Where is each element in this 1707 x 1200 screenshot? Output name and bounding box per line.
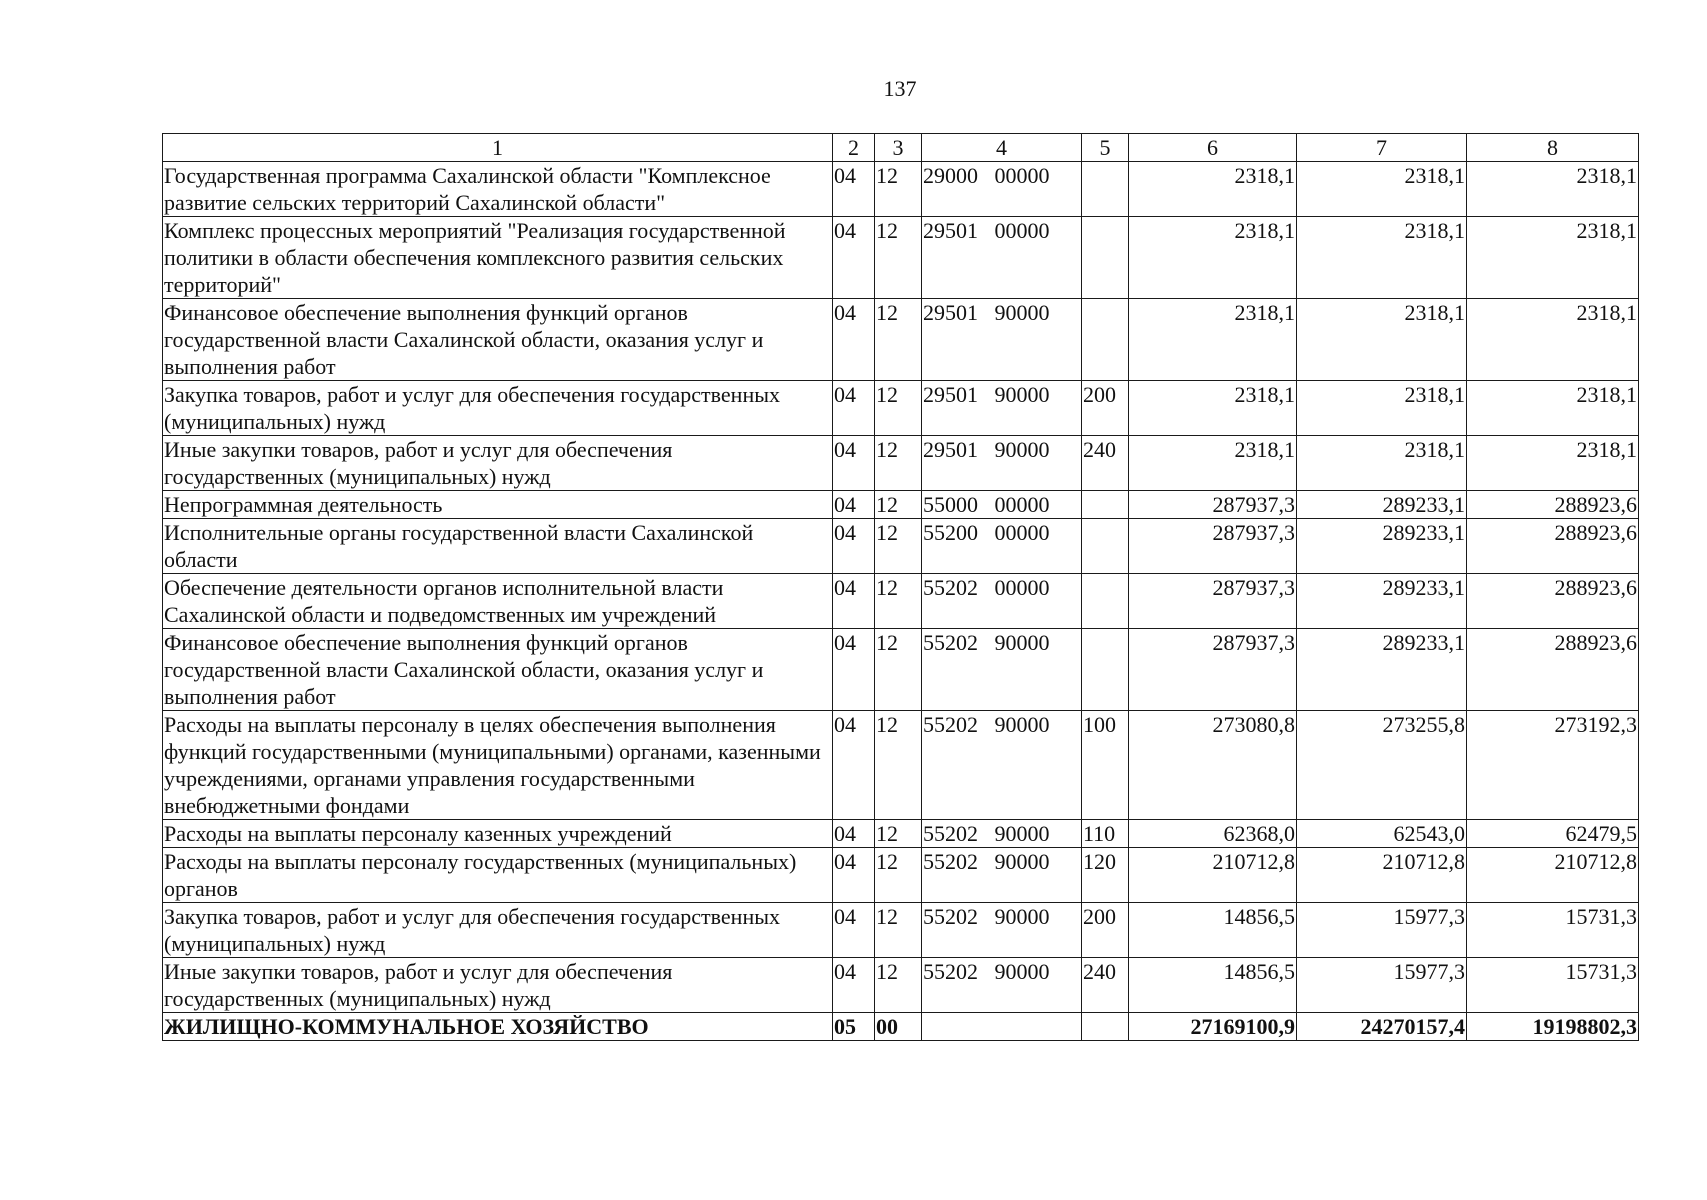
amount-year-3: 15731,3 xyxy=(1467,903,1639,958)
item-name: Государственная программа Сахалинской области "Комплексное развитие сельских территорий Сахалинской области" xyxy=(163,162,833,217)
amount-year-1: 287937,3 xyxy=(1129,519,1297,574)
subsection-code: 12 xyxy=(875,820,922,848)
amount-year-1: 210712,8 xyxy=(1129,848,1297,903)
table-row xyxy=(163,519,1639,574)
subsection-code: 12 xyxy=(875,848,922,903)
item-name: ЖИЛИЩНО-КОММУНАЛЬНОЕ ХОЗЯЙСТВО xyxy=(163,1013,833,1041)
table-header-row xyxy=(163,134,1639,162)
amount-year-1: 27169100,9 xyxy=(1129,1013,1297,1041)
amount-year-2: 289233,1 xyxy=(1297,519,1467,574)
table-row xyxy=(163,381,1639,436)
table-row xyxy=(163,958,1639,1013)
amount-year-1: 62368,0 xyxy=(1129,820,1297,848)
amount-year-2: 289233,1 xyxy=(1297,574,1467,629)
amount-year-3: 19198802,3 xyxy=(1467,1013,1639,1041)
expense-type-code xyxy=(1082,1013,1129,1041)
table-row xyxy=(163,217,1639,299)
expense-type-code xyxy=(1082,629,1129,711)
expense-type-code xyxy=(1082,574,1129,629)
amount-year-1: 2318,1 xyxy=(1129,162,1297,217)
target-article-code: 55202 90000 xyxy=(922,958,1082,1013)
amount-year-3: 62479,5 xyxy=(1467,820,1639,848)
target-article-code: 29501 90000 xyxy=(922,436,1082,491)
amount-year-1: 14856,5 xyxy=(1129,958,1297,1013)
column-header: 8 xyxy=(1467,134,1639,162)
expense-type-code xyxy=(1082,491,1129,519)
expense-type-code: 100 xyxy=(1082,711,1129,820)
item-name: Расходы на выплаты персоналу государственных (муниципальных) органов xyxy=(163,848,833,903)
amount-year-2: 289233,1 xyxy=(1297,491,1467,519)
section-code: 04 xyxy=(833,491,875,519)
page-number: 137 xyxy=(883,76,917,101)
subsection-code: 12 xyxy=(875,519,922,574)
subsection-code: 12 xyxy=(875,217,922,299)
subsection-code: 12 xyxy=(875,958,922,1013)
table-row xyxy=(163,820,1639,848)
target-article-code: 55000 00000 xyxy=(922,491,1082,519)
item-name: Комплекс процессных мероприятий "Реализация государственной политики в области обеспечения комплексного развития сельских территорий" xyxy=(163,217,833,299)
section-code: 04 xyxy=(833,711,875,820)
amount-year-1: 273080,8 xyxy=(1129,711,1297,820)
table-row xyxy=(163,903,1639,958)
table-row xyxy=(163,491,1639,519)
amount-year-1: 2318,1 xyxy=(1129,436,1297,491)
amount-year-1: 2318,1 xyxy=(1129,217,1297,299)
table-row xyxy=(163,711,1639,820)
amount-year-2: 289233,1 xyxy=(1297,629,1467,711)
table-row xyxy=(163,848,1639,903)
item-name: Финансовое обеспечение выполнения функций органов государственной власти Сахалинской области, оказания услуг и выполнения работ xyxy=(163,299,833,381)
amount-year-3: 288923,6 xyxy=(1467,519,1639,574)
section-code: 04 xyxy=(833,574,875,629)
amount-year-3: 2318,1 xyxy=(1467,217,1639,299)
amount-year-2: 15977,3 xyxy=(1297,958,1467,1013)
expense-type-code: 120 xyxy=(1082,848,1129,903)
amount-year-2: 2318,1 xyxy=(1297,162,1467,217)
expense-type-code xyxy=(1082,299,1129,381)
table-row xyxy=(163,574,1639,629)
target-article-code: 29000 00000 xyxy=(922,162,1082,217)
item-name: Иные закупки товаров, работ и услуг для обеспечения государственных (муниципальных) нужд xyxy=(163,436,833,491)
target-article-code: 55202 90000 xyxy=(922,903,1082,958)
subsection-code: 12 xyxy=(875,903,922,958)
target-article-code: 55202 90000 xyxy=(922,848,1082,903)
amount-year-3: 2318,1 xyxy=(1467,299,1639,381)
subsection-code: 12 xyxy=(875,299,922,381)
amount-year-3: 273192,3 xyxy=(1467,711,1639,820)
amount-year-2: 2318,1 xyxy=(1297,217,1467,299)
target-article-code: 29501 00000 xyxy=(922,217,1082,299)
column-header: 2 xyxy=(833,134,875,162)
section-code: 04 xyxy=(833,436,875,491)
amount-year-3: 288923,6 xyxy=(1467,491,1639,519)
section-code: 04 xyxy=(833,820,875,848)
item-name: Закупка товаров, работ и услуг для обеспечения государственных (муниципальных) нужд xyxy=(163,381,833,436)
column-header: 6 xyxy=(1129,134,1297,162)
subsection-code: 12 xyxy=(875,491,922,519)
item-name: Расходы на выплаты персоналу в целях обеспечения выполнения функций государственными (муниципальными) органами, казенными учреждениями, органами управления государственными внебюджетными фондами xyxy=(163,711,833,820)
expense-type-code: 240 xyxy=(1082,436,1129,491)
amount-year-3: 15731,3 xyxy=(1467,958,1639,1013)
column-header: 4 xyxy=(922,134,1082,162)
section-code: 04 xyxy=(833,848,875,903)
subsection-code: 12 xyxy=(875,381,922,436)
target-article-code: 55202 90000 xyxy=(922,820,1082,848)
section-code: 04 xyxy=(833,519,875,574)
section-code: 04 xyxy=(833,299,875,381)
amount-year-1: 14856,5 xyxy=(1129,903,1297,958)
table-row xyxy=(163,436,1639,491)
expense-type-code: 240 xyxy=(1082,958,1129,1013)
table-row xyxy=(163,1013,1639,1041)
subsection-code: 12 xyxy=(875,711,922,820)
amount-year-3: 2318,1 xyxy=(1467,162,1639,217)
expense-type-code xyxy=(1082,162,1129,217)
budget-table xyxy=(162,133,1639,1041)
subsection-code: 12 xyxy=(875,436,922,491)
item-name: Непрограммная деятельность xyxy=(163,491,833,519)
table-row xyxy=(163,629,1639,711)
amount-year-2: 2318,1 xyxy=(1297,299,1467,381)
item-name: Финансовое обеспечение выполнения функций органов государственной власти Сахалинской области, оказания услуг и выполнения работ xyxy=(163,629,833,711)
item-name: Обеспечение деятельности органов исполнительной власти Сахалинской области и подведомственных им учреждений xyxy=(163,574,833,629)
section-code: 04 xyxy=(833,903,875,958)
column-header: 7 xyxy=(1297,134,1467,162)
expense-type-code: 110 xyxy=(1082,820,1129,848)
amount-year-1: 2318,1 xyxy=(1129,299,1297,381)
target-article-code xyxy=(922,1013,1082,1041)
column-header: 3 xyxy=(875,134,922,162)
amount-year-1: 287937,3 xyxy=(1129,491,1297,519)
subsection-code: 12 xyxy=(875,574,922,629)
subsection-code: 12 xyxy=(875,629,922,711)
amount-year-3: 2318,1 xyxy=(1467,436,1639,491)
expense-type-code: 200 xyxy=(1082,903,1129,958)
amount-year-1: 287937,3 xyxy=(1129,574,1297,629)
amount-year-3: 2318,1 xyxy=(1467,381,1639,436)
subsection-code: 12 xyxy=(875,162,922,217)
item-name: Закупка товаров, работ и услуг для обеспечения государственных (муниципальных) нужд xyxy=(163,903,833,958)
target-article-code: 29501 90000 xyxy=(922,381,1082,436)
item-name: Расходы на выплаты персоналу казенных учреждений xyxy=(163,820,833,848)
amount-year-1: 2318,1 xyxy=(1129,381,1297,436)
target-article-code: 55202 90000 xyxy=(922,711,1082,820)
amount-year-2: 62543,0 xyxy=(1297,820,1467,848)
amount-year-2: 24270157,4 xyxy=(1297,1013,1467,1041)
target-article-code: 55202 00000 xyxy=(922,574,1082,629)
target-article-code: 55200 00000 xyxy=(922,519,1082,574)
amount-year-3: 288923,6 xyxy=(1467,629,1639,711)
section-code: 04 xyxy=(833,381,875,436)
expense-type-code xyxy=(1082,217,1129,299)
amount-year-2: 2318,1 xyxy=(1297,381,1467,436)
section-code: 04 xyxy=(833,958,875,1013)
section-code: 04 xyxy=(833,162,875,217)
amount-year-3: 210712,8 xyxy=(1467,848,1639,903)
expense-type-code xyxy=(1082,519,1129,574)
amount-year-1: 287937,3 xyxy=(1129,629,1297,711)
item-name: Иные закупки товаров, работ и услуг для обеспечения государственных (муниципальных) нужд xyxy=(163,958,833,1013)
column-header: 1 xyxy=(163,134,833,162)
target-article-code: 55202 90000 xyxy=(922,629,1082,711)
amount-year-3: 288923,6 xyxy=(1467,574,1639,629)
section-code: 05 xyxy=(833,1013,875,1041)
subsection-code: 00 xyxy=(875,1013,922,1041)
amount-year-2: 273255,8 xyxy=(1297,711,1467,820)
table-row xyxy=(163,162,1639,217)
amount-year-2: 2318,1 xyxy=(1297,436,1467,491)
target-article-code: 29501 90000 xyxy=(922,299,1082,381)
section-code: 04 xyxy=(833,629,875,711)
expense-type-code: 200 xyxy=(1082,381,1129,436)
table-row xyxy=(163,299,1639,381)
section-code: 04 xyxy=(833,217,875,299)
amount-year-2: 210712,8 xyxy=(1297,848,1467,903)
item-name: Исполнительные органы государственной власти Сахалинской области xyxy=(163,519,833,574)
column-header: 5 xyxy=(1082,134,1129,162)
amount-year-2: 15977,3 xyxy=(1297,903,1467,958)
